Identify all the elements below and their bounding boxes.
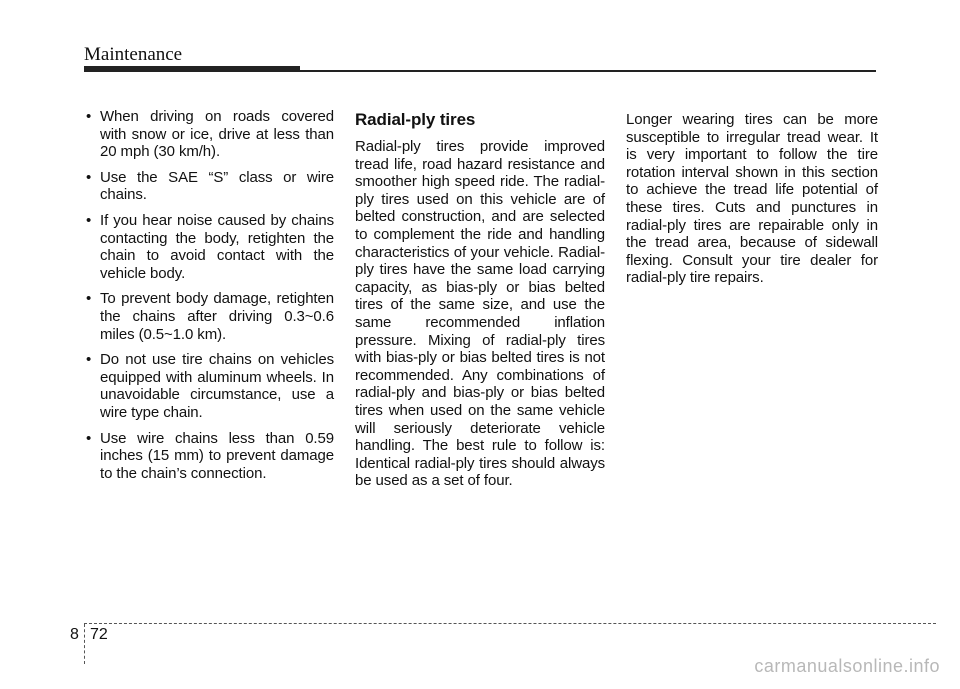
middle-column	[355, 108, 605, 490]
right-column	[626, 111, 878, 287]
tire-chain-bullet-list	[86, 108, 334, 482]
bullet-icon: •	[86, 290, 92, 308]
radial-ply-heading: Radial-ply tires	[355, 110, 476, 129]
bullet-icon: •	[86, 351, 92, 369]
bullet-text: Use wire chains less than 0.59 inches (15 mm) to prevent damage to the chain’s connection.	[100, 429, 334, 482]
bullet-icon: •	[86, 168, 92, 186]
bullet-item	[86, 108, 334, 161]
bullet-icon: •	[86, 108, 92, 125]
bullet-item	[86, 351, 334, 421]
bullet-icon: •	[86, 429, 92, 447]
page-number: 72	[90, 626, 108, 643]
bullet-icon: •	[86, 211, 92, 229]
header-rule-thin	[300, 70, 876, 72]
bullet-item	[86, 212, 334, 282]
footer-dashed-rule	[84, 623, 936, 624]
watermark: carmanualsonline.info	[754, 656, 940, 676]
bullet-item	[86, 169, 334, 204]
bullet-item	[86, 290, 334, 343]
bullet-text: If you hear noise caused by chains contacting the body, retighten the chain to avoid contact with the vehicle body.	[100, 211, 334, 282]
footer-dashed-divider	[84, 624, 85, 664]
bullet-text: Use the SAE “S” class or wire chains.	[100, 168, 334, 204]
tread-wear-paragraph: Longer wearing tires can be more susceptible to irregular tread wear. It is very important to follow the tire rotation interval shown in this section to achieve the tread life potential of these tires. Cuts and punctures in radial-ply tires are repairable only in the tread area, because of sidewall flexing. Consult your tire dealer for radial-ply tire repairs.	[626, 111, 878, 287]
bullet-text: When driving on roads covered with snow or ice, drive at less than 20 mph (30 km/h).	[100, 108, 334, 161]
chapter-number: 8	[70, 626, 79, 643]
bullet-text: To prevent body damage, retighten the chains after driving 0.3~0.6 miles (0.5~1.0 km).	[100, 290, 334, 343]
page-section-title: Maintenance	[84, 44, 183, 65]
header-rule-thick	[84, 66, 300, 72]
left-column	[86, 108, 334, 490]
bullet-item	[86, 430, 334, 483]
radial-ply-paragraph: Radial-ply tires provide improved tread life, road hazard resistance and smoother high speed ride. The radial-ply tires used on this vehicle are of belted construction, and are selected to complement the ride and handling characteristics of your vehicle. Radial-ply tires have the same load carrying capacity, as bias-ply or bias belted tires of the same size, and use the same recommended inflation pressure. Mixing of radial-ply tires with bias-ply or bias belted tires is not recommended. Any combinations of radial-ply and bias-ply or bias belted tires when used on the same vehicle will seriously deteriorate vehicle handling. The best rule to follow is: Identical radial-ply tires should always be used as a set of four.	[355, 138, 605, 490]
bullet-text: Do not use tire chains on vehicles equipped with aluminum wheels. In unavoidable circumstance, use a wire type chain.	[100, 351, 334, 421]
